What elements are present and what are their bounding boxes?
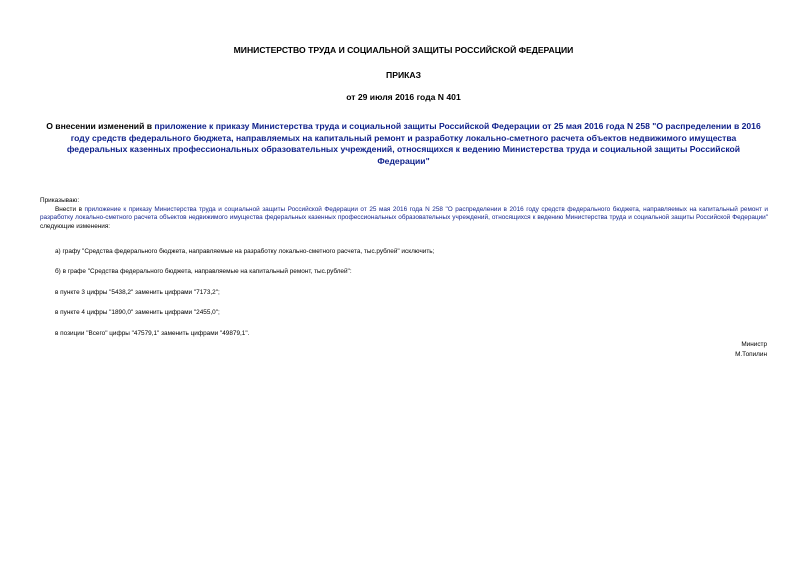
list-item: б) в графе "Средства федерального бюджета, направляемые на капитальный ремонт, тыс.рублей":: [55, 268, 352, 275]
list-item: в пункте 4 цифры "1890,0" заменить цифрами "2455,0";: [55, 309, 220, 316]
list-item: в позиции "Всего" цифры "47579,1" заменить цифрами "49879,1".: [55, 330, 250, 337]
document-type: ПРИКАЗ: [386, 70, 421, 80]
intro-paragraph: [40, 206, 768, 231]
title-link[interactable]: приложение к приказу Министерства труда и социальной защиты Российской Федерации от 25 мая 2016 года N 258 "О распределении в 2016 году средств федерального бюджета, направляемых на капитальный ремонт и разработку локально-сметного расчета объектов недвижимого имущества федеральных казенных профессиональных образовательных учреждений, относящихся к ведению Министерства труда и социальной защиты Российской Федерации": [66, 121, 761, 166]
intro-suffix: следующие изменения:: [40, 222, 111, 230]
document-date-number: от 29 июля 2016 года N 401: [346, 92, 461, 102]
signature-position: Министр: [741, 341, 767, 348]
document-title: [46, 121, 761, 167]
intro-link[interactable]: приложение к приказу Министерства труда и социальной защиты Российской Федерации от 25 мая 2016 года N 258 "О распределении в 2016 году средств федерального бюджета, направляемых на капитальный ремонт и разработку локально-сметного расчета объектов недвижимого имущества федеральных казенных профессиональных образовательных учреждений, относящихся к ведению Министерства труда и социальной защиты Российской Федерации": [40, 206, 769, 222]
intro-prefix: Внести в: [55, 206, 85, 213]
list-item: в пункте 3 цифры "5438,2" заменить цифрами "7173,2";: [55, 289, 220, 296]
signature-name: М.Топилин: [735, 351, 767, 358]
title-prefix: О внесении изменений в: [46, 121, 155, 131]
order-word: Приказываю:: [40, 197, 80, 204]
ministry-name: МИНИСТЕРСТВО ТРУДА И СОЦИАЛЬНОЙ ЗАЩИТЫ РОССИЙСКОЙ ФЕДЕРАЦИИ: [233, 45, 574, 55]
list-item: а) графу "Средства федерального бюджета, направляемые на разработку локально-сметного расчета, тыс.рублей" исключить;: [55, 248, 435, 255]
